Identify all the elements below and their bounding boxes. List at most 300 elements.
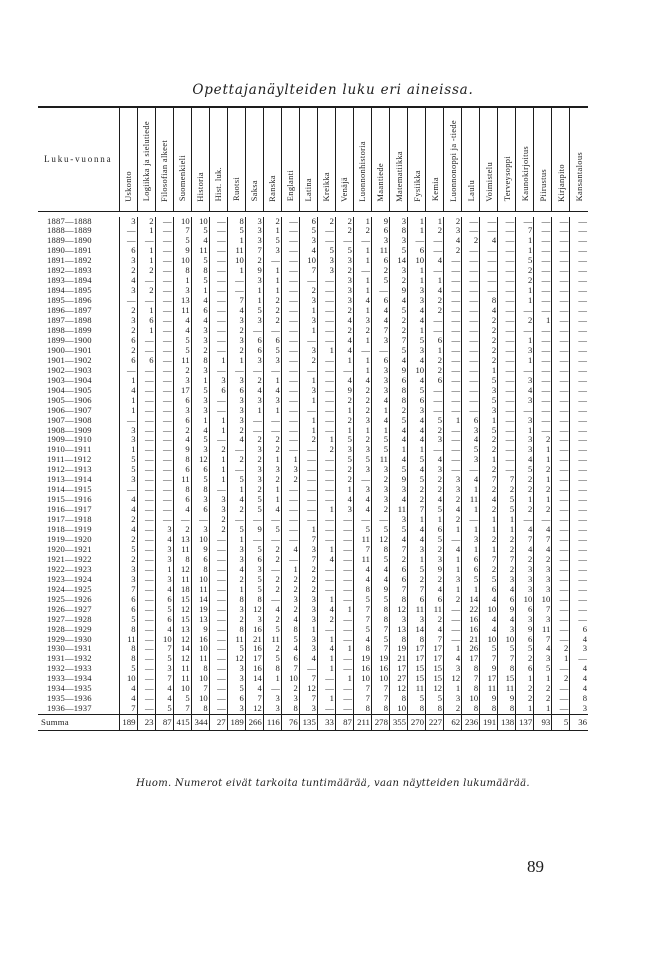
count-cell: 1	[426, 346, 444, 356]
count-cell: 5	[353, 625, 371, 635]
count-cell: —	[552, 535, 570, 545]
sum-cell: 266	[245, 715, 263, 731]
count-cell: 7	[299, 535, 317, 545]
count-cell: 12	[173, 605, 191, 615]
count-cell: 4	[263, 505, 281, 515]
count-cell: —	[462, 226, 480, 236]
count-cell: —	[534, 217, 552, 227]
count-cell: —	[245, 535, 263, 545]
count-cell: —	[570, 366, 588, 376]
count-cell: —	[281, 505, 299, 515]
year-cell: 1935—1936	[47, 694, 92, 704]
count-cell: 3	[227, 336, 245, 346]
count-cell: 4	[335, 336, 353, 346]
count-cell: 4	[480, 236, 498, 246]
count-cell: 17	[408, 654, 426, 664]
count-cell: 3	[227, 674, 245, 684]
count-cell: 5	[263, 654, 281, 664]
count-cell: 16	[462, 615, 480, 625]
count-cell: —	[155, 396, 173, 406]
count-cell: —	[444, 535, 462, 545]
count-cell: 2	[534, 684, 552, 694]
count-cell: 2	[335, 226, 353, 236]
count-cell: —	[552, 276, 570, 286]
count-cell: —	[552, 416, 570, 426]
count-cell: —	[552, 236, 570, 246]
count-cell: 8	[191, 266, 209, 276]
count-cell: 1	[480, 455, 498, 465]
count-cell: 6	[408, 595, 426, 605]
count-cell: 9	[371, 217, 389, 227]
count-cell: —	[299, 366, 317, 376]
year-cell: 1900—1901	[47, 345, 92, 355]
count-cell: —	[299, 485, 317, 495]
count-cell: —	[552, 435, 570, 445]
count-cell: 6	[408, 246, 426, 256]
count-cell: 18	[173, 585, 191, 595]
count-cell: 2	[335, 416, 353, 426]
count-cell: 4	[353, 565, 371, 575]
count-cell: 1	[534, 316, 552, 326]
count-cell: 1	[281, 565, 299, 575]
count-cell: 12	[245, 704, 263, 714]
count-cell: 2	[209, 515, 227, 525]
count-cell: 10	[534, 595, 552, 605]
count-cell: —	[137, 684, 155, 694]
count-cell: —	[570, 396, 588, 406]
count-cell: 1	[534, 455, 552, 465]
count-cell: —	[570, 545, 588, 555]
count-cell: 8	[408, 704, 426, 714]
count-cell: 7	[353, 545, 371, 555]
column-header: Kreikka	[317, 107, 335, 211]
count-cell: 4	[462, 475, 480, 485]
count-cell: 2	[119, 266, 137, 276]
count-cell: —	[498, 426, 516, 436]
count-cell: —	[281, 286, 299, 296]
count-cell: —	[498, 286, 516, 296]
count-cell: —	[335, 575, 353, 585]
count-cell: —	[137, 465, 155, 475]
count-cell: 4	[335, 316, 353, 326]
column-header: Luonnonoppi ja -tiede	[444, 107, 462, 211]
count-cell: 10	[191, 535, 209, 545]
count-cell: 2	[281, 684, 299, 694]
count-cell: 3	[444, 694, 462, 704]
count-cell: 1	[408, 445, 426, 455]
count-cell: 2	[317, 217, 335, 227]
count-cell: —	[155, 236, 173, 246]
count-cell: 15	[426, 674, 444, 684]
count-cell: —	[462, 396, 480, 406]
count-cell: 2	[426, 356, 444, 366]
count-cell: —	[155, 475, 173, 485]
count-cell: 4	[335, 495, 353, 505]
count-cell: —	[498, 296, 516, 306]
count-cell: 8	[389, 694, 407, 704]
count-cell: 1	[516, 426, 534, 436]
count-cell: —	[299, 515, 317, 525]
count-cell: 4	[480, 495, 498, 505]
count-cell: —	[209, 485, 227, 495]
count-cell: —	[209, 266, 227, 276]
count-cell: 1	[408, 226, 426, 236]
count-cell: 16	[245, 664, 263, 674]
count-cell: —	[137, 575, 155, 585]
count-cell: —	[137, 555, 155, 565]
count-cell: 5	[389, 346, 407, 356]
count-cell: 1	[480, 515, 498, 525]
sum-cell: 33	[317, 715, 335, 731]
count-cell: 1	[516, 495, 534, 505]
count-cell: 6	[516, 635, 534, 645]
sum-cell: 137	[516, 715, 534, 731]
count-cell: 3	[444, 475, 462, 485]
count-cell: —	[552, 585, 570, 595]
count-cell: 2	[480, 535, 498, 545]
count-cell: 3	[408, 296, 426, 306]
count-cell: 9	[245, 525, 263, 535]
count-cell: —	[155, 346, 173, 356]
count-cell: 3	[317, 256, 335, 266]
count-cell: 1	[209, 416, 227, 426]
count-cell: —	[155, 445, 173, 455]
year-cell: 1921—1922	[47, 554, 92, 564]
count-cell: —	[209, 575, 227, 585]
count-cell: —	[552, 565, 570, 575]
count-cell: 3	[245, 565, 263, 575]
count-cell: 5	[227, 475, 245, 485]
count-cell: 5	[335, 246, 353, 256]
count-cell: 8	[389, 226, 407, 236]
count-cell: —	[317, 475, 335, 485]
count-cell: —	[552, 555, 570, 565]
count-cell: 3	[173, 286, 191, 296]
count-cell: —	[534, 276, 552, 286]
count-cell: 3	[209, 505, 227, 515]
count-cell: 4	[119, 495, 137, 505]
count-cell: —	[281, 485, 299, 495]
count-cell: 4	[119, 694, 137, 704]
count-cell: 4	[371, 416, 389, 426]
table-row	[38, 455, 588, 465]
count-cell: 3	[516, 445, 534, 455]
count-cell: —	[137, 605, 155, 615]
count-cell: 9	[173, 246, 191, 256]
count-cell: —	[209, 366, 227, 376]
count-cell: 7	[516, 535, 534, 545]
count-cell: 5	[371, 525, 389, 535]
count-cell: 1	[516, 336, 534, 346]
count-cell: —	[552, 376, 570, 386]
count-cell: 7	[119, 704, 137, 714]
count-cell: 2	[462, 236, 480, 246]
count-cell: 6	[371, 226, 389, 236]
count-cell: 3	[444, 226, 462, 236]
count-cell: 4	[371, 565, 389, 575]
count-cell: 1	[173, 276, 191, 286]
count-cell: 10	[281, 674, 299, 684]
count-cell: —	[155, 356, 173, 366]
count-cell: 7	[299, 674, 317, 684]
sum-row	[38, 715, 588, 731]
count-cell: 1	[155, 565, 173, 575]
count-cell: 3	[191, 495, 209, 505]
sum-cell: 62	[444, 715, 462, 731]
count-cell: —	[281, 396, 299, 406]
count-cell: —	[552, 605, 570, 615]
sum-cell: 93	[534, 715, 552, 731]
count-cell: —	[335, 585, 353, 595]
count-cell: 4	[408, 356, 426, 366]
count-cell: 11	[191, 246, 209, 256]
count-cell: 4	[516, 545, 534, 555]
count-cell: —	[552, 615, 570, 625]
table-row	[38, 236, 588, 246]
count-cell: —	[570, 535, 588, 545]
count-cell: —	[281, 217, 299, 227]
count-cell: 1	[353, 356, 371, 366]
year-cell: 1889—1890	[47, 236, 92, 246]
table-row	[38, 525, 588, 535]
count-cell: 2	[426, 575, 444, 585]
count-cell: 7	[480, 475, 498, 485]
count-cell: —	[317, 316, 335, 326]
table-row	[38, 495, 588, 505]
count-cell: 1	[209, 356, 227, 366]
count-cell: 1	[299, 625, 317, 635]
count-cell: —	[498, 435, 516, 445]
count-cell: 12	[389, 684, 407, 694]
count-cell: 5	[353, 525, 371, 535]
count-cell: 1	[227, 356, 245, 366]
count-cell: 4	[353, 495, 371, 505]
count-cell: 3	[335, 505, 353, 515]
count-cell: 2	[426, 306, 444, 316]
count-cell: —	[137, 366, 155, 376]
year-cell: 1931—1932	[47, 654, 92, 664]
count-cell: 5	[516, 256, 534, 266]
year-cell: 1934—1935	[47, 684, 92, 694]
count-cell: —	[570, 555, 588, 565]
count-cell: 19	[191, 605, 209, 615]
count-cell: 1	[426, 276, 444, 286]
count-cell: —	[426, 266, 444, 276]
count-cell: —	[570, 346, 588, 356]
count-cell: 3	[119, 426, 137, 436]
count-cell: 3	[371, 495, 389, 505]
count-cell: 3	[299, 644, 317, 654]
count-cell: 4	[534, 545, 552, 555]
count-cell: 15	[173, 615, 191, 625]
count-cell: 1	[516, 674, 534, 684]
count-cell: 3	[119, 475, 137, 485]
table-row	[38, 326, 588, 336]
count-cell: —	[209, 316, 227, 326]
count-cell: —	[317, 585, 335, 595]
count-cell: 2	[245, 376, 263, 386]
count-cell: 1	[353, 286, 371, 296]
count-cell: —	[209, 615, 227, 625]
count-cell: 2	[335, 396, 353, 406]
count-cell: 1	[263, 495, 281, 505]
count-cell: 1	[371, 426, 389, 436]
count-cell: —	[462, 286, 480, 296]
sum-cell: 5	[552, 715, 570, 731]
count-cell: 5	[480, 376, 498, 386]
count-cell: 2	[227, 615, 245, 625]
count-cell: 12	[191, 455, 209, 465]
count-cell: —	[155, 276, 173, 286]
count-cell: 1	[444, 644, 462, 654]
count-cell: 4	[408, 376, 426, 386]
count-cell: 1	[209, 426, 227, 436]
count-cell: —	[444, 306, 462, 316]
count-cell: —	[552, 684, 570, 694]
count-cell: 9	[389, 286, 407, 296]
count-cell: 6	[371, 356, 389, 366]
count-cell: —	[570, 515, 588, 525]
count-cell: 2	[173, 366, 191, 376]
count-cell: —	[498, 346, 516, 356]
count-cell: 2	[552, 674, 570, 684]
count-cell: 2	[227, 575, 245, 585]
count-cell: —	[552, 366, 570, 376]
count-cell: —	[227, 515, 245, 525]
count-cell: —	[570, 286, 588, 296]
count-cell: 3	[155, 525, 173, 535]
count-cell: 5	[498, 644, 516, 654]
count-cell: 1	[299, 376, 317, 386]
count-cell: 2	[480, 505, 498, 515]
table-row	[38, 605, 588, 615]
count-cell: —	[534, 406, 552, 416]
count-cell: 7	[408, 505, 426, 515]
count-cell: 2	[516, 654, 534, 664]
count-cell: 2	[408, 495, 426, 505]
year-cell: 1928—1929	[47, 624, 92, 634]
count-cell: 4	[155, 684, 173, 694]
count-cell: 7	[534, 635, 552, 645]
count-cell: 15	[426, 664, 444, 674]
count-cell: 3	[480, 386, 498, 396]
count-cell: 5	[389, 465, 407, 475]
count-cell: 1	[317, 694, 335, 704]
year-cell: 1894—1895	[47, 286, 92, 296]
count-cell: 1	[137, 306, 155, 316]
count-cell: 4	[119, 525, 137, 535]
count-cell: 11	[227, 246, 245, 256]
count-cell: —	[119, 416, 137, 426]
table-row	[38, 346, 588, 356]
count-cell: 1	[389, 445, 407, 455]
count-cell: 3	[299, 316, 317, 326]
count-cell: 4	[570, 684, 588, 694]
count-cell: 9	[426, 565, 444, 575]
count-cell: —	[552, 286, 570, 296]
count-cell: 6	[191, 505, 209, 515]
count-cell: 2	[426, 545, 444, 555]
count-cell: 2	[263, 316, 281, 326]
count-cell: 2	[353, 226, 371, 236]
count-cell: 6	[227, 694, 245, 704]
count-cell: 3	[335, 286, 353, 296]
count-cell: 11	[227, 635, 245, 645]
column-header: Suomenkieli	[173, 107, 191, 211]
count-cell: 1	[209, 465, 227, 475]
count-cell: —	[552, 694, 570, 704]
count-cell: —	[245, 426, 263, 436]
count-cell: —	[534, 416, 552, 426]
count-cell: 4	[444, 505, 462, 515]
count-cell: —	[137, 336, 155, 346]
count-cell: 1	[335, 605, 353, 615]
count-cell: 4	[335, 346, 353, 356]
count-cell: 6	[389, 565, 407, 575]
sum-cell: 211	[353, 715, 371, 731]
count-cell: 11	[353, 555, 371, 565]
table-row	[38, 644, 588, 654]
count-cell: 2	[119, 306, 137, 316]
count-cell: —	[570, 615, 588, 625]
count-cell: 8	[191, 704, 209, 714]
count-cell: 2	[263, 644, 281, 654]
table-row	[38, 684, 588, 694]
sum-cell: 270	[408, 715, 426, 731]
count-cell: 2	[227, 426, 245, 436]
count-cell: 8	[462, 684, 480, 694]
count-cell: 2	[516, 485, 534, 495]
count-cell: —	[444, 386, 462, 396]
count-cell: 3	[389, 266, 407, 276]
count-cell: 4	[155, 625, 173, 635]
count-cell: 2	[480, 336, 498, 346]
count-cell: —	[552, 515, 570, 525]
count-cell: 3	[119, 575, 137, 585]
count-cell: 8	[281, 625, 299, 635]
count-cell: —	[570, 336, 588, 346]
count-cell: —	[498, 217, 516, 227]
count-cell: 2	[516, 475, 534, 485]
count-cell: 9	[389, 475, 407, 485]
count-cell: 1	[299, 416, 317, 426]
count-cell: —	[137, 455, 155, 465]
count-cell: 11	[173, 575, 191, 585]
count-cell: 6	[263, 336, 281, 346]
count-cell: —	[498, 376, 516, 386]
count-cell: 4	[570, 664, 588, 674]
count-cell: 4	[245, 684, 263, 694]
count-cell: 5	[335, 435, 353, 445]
table-row	[38, 217, 588, 227]
count-cell: —	[155, 406, 173, 416]
count-cell: —	[444, 376, 462, 386]
count-cell: 8	[389, 396, 407, 406]
count-cell: 5	[408, 565, 426, 575]
count-cell: 1	[444, 525, 462, 535]
count-cell: —	[462, 515, 480, 525]
count-cell: 4	[371, 316, 389, 326]
count-cell: 2	[444, 704, 462, 714]
count-cell: 4	[191, 236, 209, 246]
year-cell: 1908—1909	[47, 425, 92, 435]
table-row	[38, 625, 588, 635]
table-row	[38, 485, 588, 495]
count-cell: 22	[462, 605, 480, 615]
count-cell: —	[426, 386, 444, 396]
count-cell: 7	[173, 226, 191, 236]
count-cell: 4	[389, 455, 407, 465]
